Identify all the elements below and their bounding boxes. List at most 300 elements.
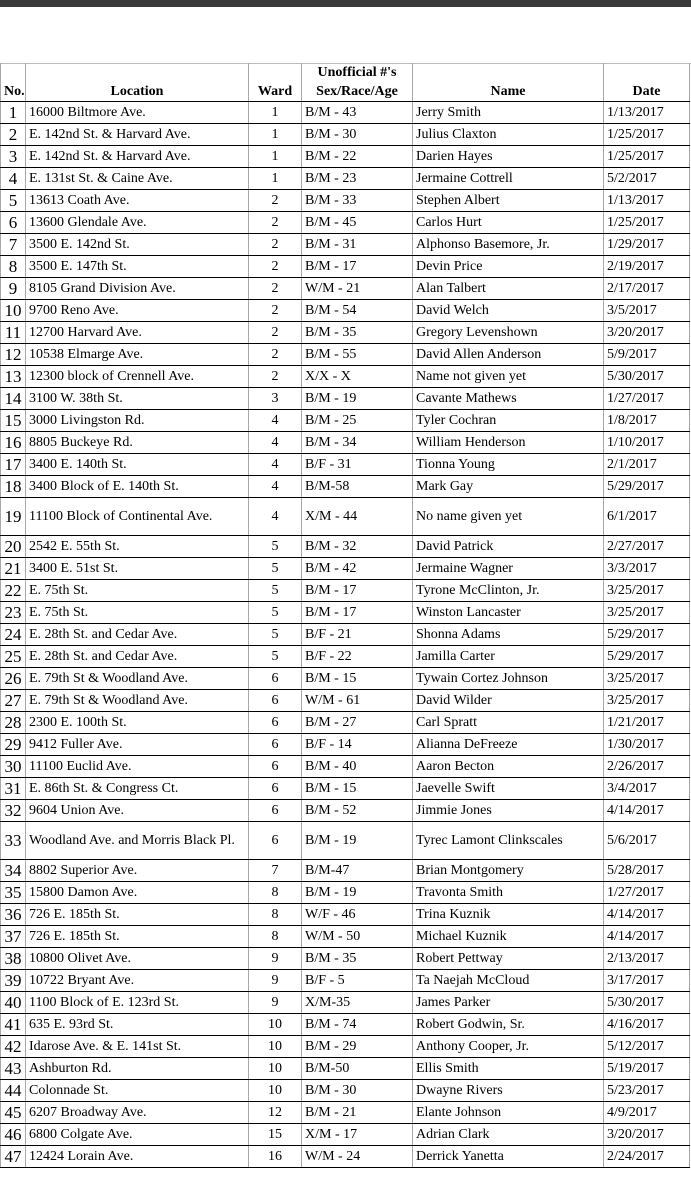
cell-no: 31: [1, 778, 26, 800]
cell-no: 40: [1, 992, 26, 1014]
table-row: [1, 300, 690, 322]
cell-name: Jerry Smith: [413, 102, 604, 124]
cell-sex-race-age: B/M - 74: [302, 1014, 413, 1036]
cell-sex-race-age: B/F - 31: [302, 454, 413, 476]
table-row: [1, 388, 690, 410]
table-row: [1, 1124, 690, 1146]
table-row: [1, 690, 690, 712]
cell-no: 44: [1, 1080, 26, 1102]
cell-ward: 7: [249, 860, 302, 882]
cell-no: 17: [1, 454, 26, 476]
column-header-no: No.: [1, 82, 26, 102]
cell-name: Shonna Adams: [413, 624, 604, 646]
cell-location: 3100 W. 38th St.: [26, 388, 249, 410]
cell-name: Robert Godwin, Sr.: [413, 1014, 604, 1036]
cell-sex-race-age: B/F - 21: [302, 624, 413, 646]
cell-location: 3000 Livingston Rd.: [26, 410, 249, 432]
cell-location: E. 28th St. and Cedar Ave.: [26, 646, 249, 668]
header-group-row: [1, 63, 690, 82]
cell-location: 3400 E. 140th St.: [26, 454, 249, 476]
cell-location: E. 86th St. & Congress Ct.: [26, 778, 249, 800]
cell-no: 27: [1, 690, 26, 712]
cell-sex-race-age: B/F - 22: [302, 646, 413, 668]
cell-date: 2/19/2017: [604, 256, 690, 278]
table-row: [1, 410, 690, 432]
cell-location: E. 75th St.: [26, 602, 249, 624]
cell-no: 45: [1, 1102, 26, 1124]
table-row: [1, 1080, 690, 1102]
cell-ward: 4: [249, 432, 302, 454]
cell-ward: 5: [249, 536, 302, 558]
cell-location: E. 142nd St. & Harvard Ave.: [26, 146, 249, 168]
cell-sex-race-age: B/M - 22: [302, 146, 413, 168]
cell-date: 3/25/2017: [604, 668, 690, 690]
cell-no: 47: [1, 1146, 26, 1168]
cell-no: 18: [1, 476, 26, 498]
cell-no: 11: [1, 322, 26, 344]
cell-sex-race-age: B/F - 14: [302, 734, 413, 756]
cell-location: Colonnade St.: [26, 1080, 249, 1102]
cell-name: David Patrick: [413, 536, 604, 558]
table-row: [1, 234, 690, 256]
column-header-date: Date: [604, 82, 690, 102]
cell-date: 4/9/2017: [604, 1102, 690, 1124]
table-row: [1, 278, 690, 300]
cell-name: Tyrec Lamont Clinkscales: [413, 822, 604, 860]
cell-date: 3/3/2017: [604, 558, 690, 580]
cell-ward: 1: [249, 124, 302, 146]
cell-no: 28: [1, 712, 26, 734]
cell-name: Alan Talbert: [413, 278, 604, 300]
cell-ward: 1: [249, 146, 302, 168]
table-row: [1, 146, 690, 168]
cell-name: David Welch: [413, 300, 604, 322]
cell-sex-race-age: B/M - 19: [302, 822, 413, 860]
cell-sex-race-age: B/M - 45: [302, 212, 413, 234]
cell-location: 11100 Block of Continental Ave.: [26, 498, 249, 536]
table-row: [1, 168, 690, 190]
header-row: [1, 82, 690, 102]
cell-location: E. 79th St & Woodland Ave.: [26, 668, 249, 690]
cell-name: Adrian Clark: [413, 1124, 604, 1146]
cell-location: 11100 Euclid Ave.: [26, 756, 249, 778]
cell-no: 42: [1, 1036, 26, 1058]
cell-date: 3/25/2017: [604, 602, 690, 624]
cell-sex-race-age: B/M - 31: [302, 234, 413, 256]
table-row: [1, 1014, 690, 1036]
cell-name: Winston Lancaster: [413, 602, 604, 624]
cell-sex-race-age: B/M - 29: [302, 1036, 413, 1058]
cell-ward: 9: [249, 992, 302, 1014]
cell-date: 1/25/2017: [604, 146, 690, 168]
cell-date: 1/30/2017: [604, 734, 690, 756]
table-row: [1, 536, 690, 558]
cell-sex-race-age: B/M - 30: [302, 1080, 413, 1102]
cell-no: 1: [1, 102, 26, 124]
table-row: [1, 476, 690, 498]
header-group-label: Unofficial #'s: [302, 63, 413, 82]
table-row: [1, 256, 690, 278]
table-row: [1, 344, 690, 366]
cell-date: 4/16/2017: [604, 1014, 690, 1036]
cell-sex-race-age: W/M - 50: [302, 926, 413, 948]
table-row: [1, 124, 690, 146]
cell-ward: 1: [249, 168, 302, 190]
cell-no: 34: [1, 860, 26, 882]
cell-location: 1100 Block of E. 123rd St.: [26, 992, 249, 1014]
cell-ward: 2: [249, 366, 302, 388]
cell-date: 2/17/2017: [604, 278, 690, 300]
cell-sex-race-age: B/M - 40: [302, 756, 413, 778]
cell-ward: 15: [249, 1124, 302, 1146]
cell-ward: 6: [249, 778, 302, 800]
cell-location: 12424 Lorain Ave.: [26, 1146, 249, 1168]
cell-name: Jamilla Carter: [413, 646, 604, 668]
cell-location: 6207 Broadway Ave.: [26, 1102, 249, 1124]
cell-name: David Wilder: [413, 690, 604, 712]
cell-name: Carl Spratt: [413, 712, 604, 734]
cell-ward: 4: [249, 454, 302, 476]
table-row: [1, 756, 690, 778]
cell-date: 5/30/2017: [604, 992, 690, 1014]
table-row: [1, 580, 690, 602]
cell-no: 8: [1, 256, 26, 278]
cell-sex-race-age: B/M - 42: [302, 558, 413, 580]
cell-name: Ta Naejah McCloud: [413, 970, 604, 992]
cell-date: 1/25/2017: [604, 212, 690, 234]
cell-sex-race-age: B/M - 23: [302, 168, 413, 190]
cell-ward: 8: [249, 882, 302, 904]
cell-sex-race-age: B/M - 33: [302, 190, 413, 212]
cell-date: 5/29/2017: [604, 476, 690, 498]
cell-sex-race-age: B/F - 5: [302, 970, 413, 992]
cell-no: 10: [1, 300, 26, 322]
cell-ward: 5: [249, 624, 302, 646]
cell-sex-race-age: X/X - X: [302, 366, 413, 388]
header-blank: [604, 63, 690, 82]
cell-ward: 12: [249, 1102, 302, 1124]
cell-no: 16: [1, 432, 26, 454]
cell-ward: 6: [249, 690, 302, 712]
cell-date: 1/13/2017: [604, 190, 690, 212]
cell-name: Alianna DeFreeze: [413, 734, 604, 756]
cell-location: 3400 E. 51st St.: [26, 558, 249, 580]
cell-no: 12: [1, 344, 26, 366]
cell-sex-race-age: B/M - 19: [302, 388, 413, 410]
cell-location: 13600 Glendale Ave.: [26, 212, 249, 234]
cell-sex-race-age: B/M - 17: [302, 602, 413, 624]
cell-name: Carlos Hurt: [413, 212, 604, 234]
cell-date: 1/10/2017: [604, 432, 690, 454]
cell-sex-race-age: B/M-50: [302, 1058, 413, 1080]
cell-name: Mark Gay: [413, 476, 604, 498]
cell-date: 5/23/2017: [604, 1080, 690, 1102]
table-row: [1, 454, 690, 476]
cell-location: 726 E. 185th St.: [26, 926, 249, 948]
cell-ward: 6: [249, 668, 302, 690]
cell-date: 3/20/2017: [604, 322, 690, 344]
table-row: [1, 1146, 690, 1168]
cell-name: Anthony Cooper, Jr.: [413, 1036, 604, 1058]
cell-ward: 4: [249, 476, 302, 498]
cell-no: 6: [1, 212, 26, 234]
cell-name: Stephen Albert: [413, 190, 604, 212]
table-row: [1, 212, 690, 234]
table-row: [1, 904, 690, 926]
cell-sex-race-age: W/M - 21: [302, 278, 413, 300]
table-row: [1, 190, 690, 212]
cell-sex-race-age: B/M - 17: [302, 580, 413, 602]
cell-location: 2542 E. 55th St.: [26, 536, 249, 558]
cell-no: 24: [1, 624, 26, 646]
cell-no: 15: [1, 410, 26, 432]
cell-date: 3/25/2017: [604, 690, 690, 712]
cell-location: 635 E. 93rd St.: [26, 1014, 249, 1036]
cell-date: 2/24/2017: [604, 1146, 690, 1168]
cell-date: 3/25/2017: [604, 580, 690, 602]
cell-no: 14: [1, 388, 26, 410]
cell-ward: 10: [249, 1058, 302, 1080]
cell-date: 4/14/2017: [604, 926, 690, 948]
cell-date: 5/19/2017: [604, 1058, 690, 1080]
table-row: [1, 366, 690, 388]
column-header-ward: Ward: [249, 82, 302, 102]
cell-no: 4: [1, 168, 26, 190]
column-header-location: Location: [26, 82, 249, 102]
cell-name: Elante Johnson: [413, 1102, 604, 1124]
cell-name: James Parker: [413, 992, 604, 1014]
cell-ward: 2: [249, 278, 302, 300]
data-table: [0, 63, 690, 1168]
cell-no: 39: [1, 970, 26, 992]
cell-name: No name given yet: [413, 498, 604, 536]
cell-location: 8105 Grand Division Ave.: [26, 278, 249, 300]
table-row: [1, 646, 690, 668]
cell-location: 10722 Bryant Ave.: [26, 970, 249, 992]
cell-date: 1/29/2017: [604, 234, 690, 256]
cell-no: 2: [1, 124, 26, 146]
cell-ward: 3: [249, 388, 302, 410]
cell-location: 6800 Colgate Ave.: [26, 1124, 249, 1146]
cell-location: E. 28th St. and Cedar Ave.: [26, 624, 249, 646]
cell-date: 2/13/2017: [604, 948, 690, 970]
cell-date: 5/30/2017: [604, 366, 690, 388]
cell-name: Tyler Cochran: [413, 410, 604, 432]
cell-name: Gregory Levenshown: [413, 322, 604, 344]
cell-location: 12300 block of Crennell Ave.: [26, 366, 249, 388]
cell-ward: 2: [249, 344, 302, 366]
table-row: [1, 558, 690, 580]
cell-location: 3500 E. 147th St.: [26, 256, 249, 278]
table-row: [1, 822, 690, 860]
cell-ward: 2: [249, 256, 302, 278]
cell-name: Jermaine Cottrell: [413, 168, 604, 190]
cell-ward: 2: [249, 212, 302, 234]
table-row: [1, 102, 690, 124]
cell-name: Aaron Becton: [413, 756, 604, 778]
cell-no: 43: [1, 1058, 26, 1080]
cell-name: Dwayne Rivers: [413, 1080, 604, 1102]
table-row: [1, 1102, 690, 1124]
cell-location: E. 75th St.: [26, 580, 249, 602]
cell-sex-race-age: B/M - 32: [302, 536, 413, 558]
table-row: [1, 778, 690, 800]
cell-no: 21: [1, 558, 26, 580]
cell-no: 5: [1, 190, 26, 212]
cell-ward: 2: [249, 322, 302, 344]
cell-no: 33: [1, 822, 26, 860]
table-row: [1, 602, 690, 624]
cell-no: 3: [1, 146, 26, 168]
cell-ward: 5: [249, 558, 302, 580]
cell-location: E. 79th St & Woodland Ave.: [26, 690, 249, 712]
cell-sex-race-age: B/M - 21: [302, 1102, 413, 1124]
cell-location: Idarose Ave. & E. 141st St.: [26, 1036, 249, 1058]
cell-ward: 10: [249, 1014, 302, 1036]
cell-date: 2/1/2017: [604, 454, 690, 476]
cell-sex-race-age: B/M - 27: [302, 712, 413, 734]
cell-no: 36: [1, 904, 26, 926]
header-blank: [26, 63, 249, 82]
header-blank: [249, 63, 302, 82]
cell-ward: 5: [249, 602, 302, 624]
table-row: [1, 498, 690, 536]
cell-no: 30: [1, 756, 26, 778]
cell-ward: 6: [249, 756, 302, 778]
column-header-sex-race-age: Sex/Race/Age: [302, 82, 413, 102]
cell-name: Jermaine Wagner: [413, 558, 604, 580]
cell-name: Travonta Smith: [413, 882, 604, 904]
cell-no: 35: [1, 882, 26, 904]
cell-location: 16000 Biltmore Ave.: [26, 102, 249, 124]
cell-name: Trina Kuznik: [413, 904, 604, 926]
table-row: [1, 926, 690, 948]
table-row: [1, 882, 690, 904]
cell-location: 3500 E. 142nd St.: [26, 234, 249, 256]
cell-no: 32: [1, 800, 26, 822]
table-row: [1, 734, 690, 756]
cell-date: 3/4/2017: [604, 778, 690, 800]
cell-date: 3/20/2017: [604, 1124, 690, 1146]
cell-no: 23: [1, 602, 26, 624]
cell-sex-race-age: B/M - 17: [302, 256, 413, 278]
cell-no: 7: [1, 234, 26, 256]
cell-date: 6/1/2017: [604, 498, 690, 536]
cell-name: William Henderson: [413, 432, 604, 454]
cell-location: 10800 Olivet Ave.: [26, 948, 249, 970]
cell-ward: 5: [249, 646, 302, 668]
cell-location: 10538 Elmarge Ave.: [26, 344, 249, 366]
cell-ward: 9: [249, 970, 302, 992]
cell-name: Derrick Yanetta: [413, 1146, 604, 1168]
cell-ward: 9: [249, 948, 302, 970]
cell-sex-race-age: W/F - 46: [302, 904, 413, 926]
cell-location: 12700 Harvard Ave.: [26, 322, 249, 344]
table-row: [1, 322, 690, 344]
cell-sex-race-age: B/M - 15: [302, 668, 413, 690]
cell-sex-race-age: X/M - 44: [302, 498, 413, 536]
cell-ward: 6: [249, 712, 302, 734]
cell-ward: 6: [249, 822, 302, 860]
cell-date: 1/27/2017: [604, 882, 690, 904]
cell-date: 4/14/2017: [604, 800, 690, 822]
table-row: [1, 860, 690, 882]
cell-ward: 4: [249, 498, 302, 536]
cell-sex-race-age: B/M - 35: [302, 322, 413, 344]
cell-name: Name not given yet: [413, 366, 604, 388]
table-row: [1, 970, 690, 992]
cell-date: 4/14/2017: [604, 904, 690, 926]
spreadsheet: [0, 63, 691, 1200]
cell-name: Michael Kuznik: [413, 926, 604, 948]
cell-location: 9412 Fuller Ave.: [26, 734, 249, 756]
cell-location: E. 131st St. & Caine Ave.: [26, 168, 249, 190]
cell-date: 5/12/2017: [604, 1036, 690, 1058]
cell-date: 1/8/2017: [604, 410, 690, 432]
cell-ward: 8: [249, 904, 302, 926]
cell-location: Woodland Ave. and Morris Black Pl.: [26, 822, 249, 860]
cell-location: Ashburton Rd.: [26, 1058, 249, 1080]
cell-date: 1/21/2017: [604, 712, 690, 734]
cell-sex-race-age: B/M - 30: [302, 124, 413, 146]
table-body: [1, 102, 690, 1168]
table-row: [1, 712, 690, 734]
cell-sex-race-age: W/M - 61: [302, 690, 413, 712]
cell-no: 13: [1, 366, 26, 388]
cell-ward: 4: [249, 410, 302, 432]
cell-location: 8805 Buckeye Rd.: [26, 432, 249, 454]
cell-date: 2/26/2017: [604, 756, 690, 778]
cell-sex-race-age: B/M-47: [302, 860, 413, 882]
cell-no: 29: [1, 734, 26, 756]
cell-sex-race-age: B/M - 19: [302, 882, 413, 904]
cell-location: 9700 Reno Ave.: [26, 300, 249, 322]
table-row: [1, 800, 690, 822]
cell-ward: 6: [249, 800, 302, 822]
cell-no: 38: [1, 948, 26, 970]
cell-date: 5/6/2017: [604, 822, 690, 860]
cell-no: 19: [1, 498, 26, 536]
cell-location: 9604 Union Ave.: [26, 800, 249, 822]
cell-ward: 2: [249, 300, 302, 322]
cell-no: 9: [1, 278, 26, 300]
cell-location: 8802 Superior Ave.: [26, 860, 249, 882]
cell-ward: 10: [249, 1080, 302, 1102]
cell-ward: 1: [249, 102, 302, 124]
table-row: [1, 624, 690, 646]
header-blank: [1, 63, 26, 82]
cell-no: 41: [1, 1014, 26, 1036]
cell-ward: 8: [249, 926, 302, 948]
cell-sex-race-age: B/M-58: [302, 476, 413, 498]
table-row: [1, 432, 690, 454]
cell-date: 2/27/2017: [604, 536, 690, 558]
cell-no: 26: [1, 668, 26, 690]
table-row: [1, 1036, 690, 1058]
cell-name: Alphonso Basemore, Jr.: [413, 234, 604, 256]
cell-sex-race-age: B/M - 52: [302, 800, 413, 822]
cell-date: 5/29/2017: [604, 646, 690, 668]
cell-sex-race-age: W/M - 24: [302, 1146, 413, 1168]
cell-no: 25: [1, 646, 26, 668]
cell-name: Robert Pettway: [413, 948, 604, 970]
cell-date: 3/17/2017: [604, 970, 690, 992]
cell-no: 37: [1, 926, 26, 948]
table-row: [1, 992, 690, 1014]
header-blank: [413, 63, 604, 82]
cell-name: Darien Hayes: [413, 146, 604, 168]
table-row: [1, 668, 690, 690]
